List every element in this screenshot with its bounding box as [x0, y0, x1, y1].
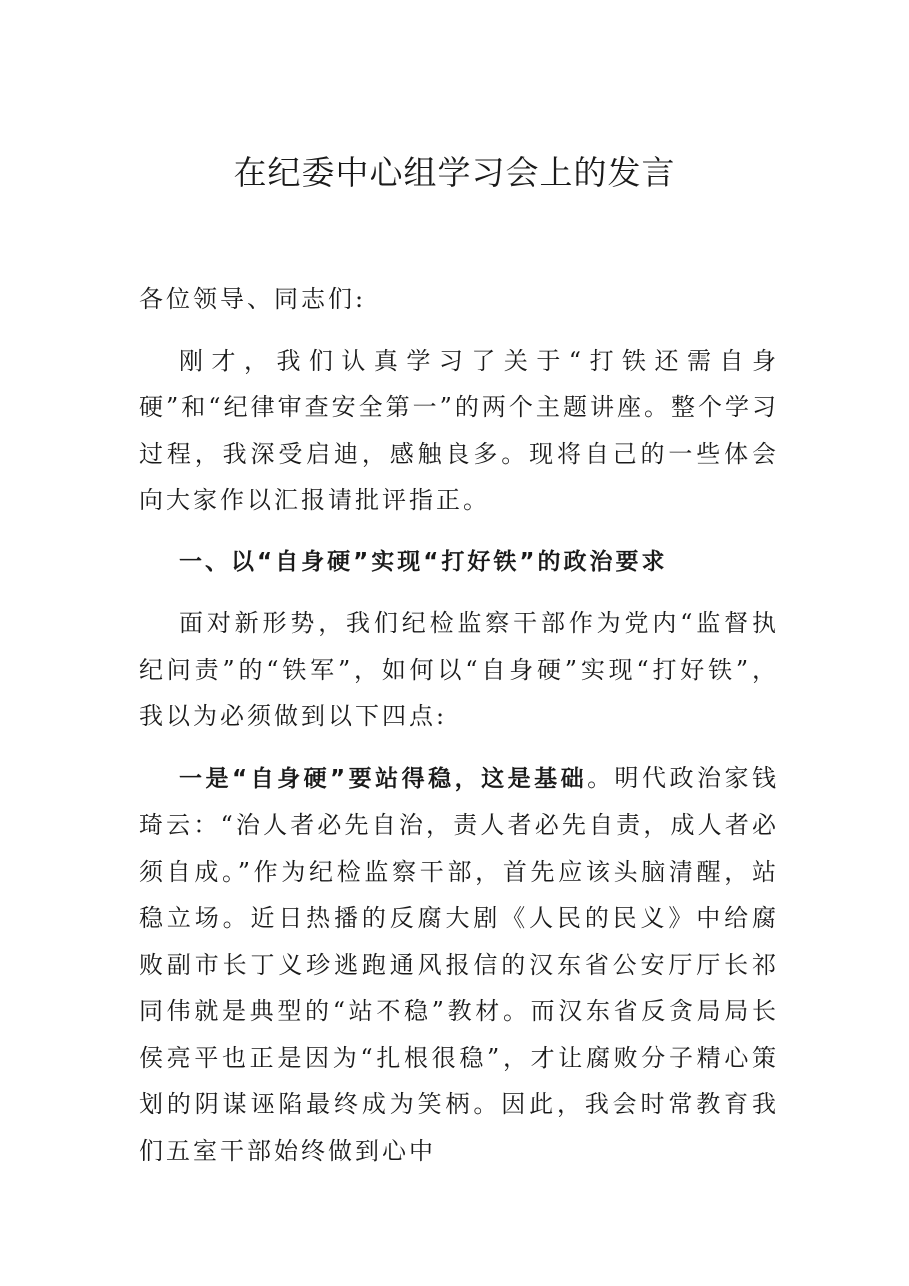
salutation: 各位领导、同志们:	[139, 285, 367, 313]
paragraph-point-one	[139, 755, 779, 1175]
section-heading-1: 一、以“自身硬”实现“打好铁”的政治要求	[179, 548, 668, 575]
point-one-text: 。明代政治家钱琦云：“治人者必先自治，责人者必先自责，成人者必须自成。”作为纪检监察干部，首先应该头脑清醒，站稳立场。近日热播的反腐大剧《人民的民义》中给腐败副市长丁义珍逃跑通风报信的汉东省公安厅厅长祁同伟就是典型的“站不稳”教材。而汉东省反贪局局长侯亮平也正是因为“扎根很稳”，才让腐败分子精心策划的阴谋诬陷最终成为笑柄。因此，我会时常教育我们五室干部始终做到心中	[139, 763, 779, 1165]
point-one-lead: 一是“自身硬”要站得稳，这是基础	[179, 765, 588, 792]
document-title: 在纪委中心组学习会上的发言	[233, 153, 676, 192]
paragraph-intro: 刚才，我们认真学习了关于“打铁还需自身硬”和“纪律审查安全第一”的两个主题讲座。整个学习过程，我深受启迪，感触良多。现将自己的一些体会向大家作以汇报请批评指正。	[139, 346, 779, 514]
document-body	[139, 276, 779, 1189]
paragraph-requirements: 面对新形势，我们纪检监察干部作为党内“监督执纪问责”的“铁军”，如何以“自身硬”实现“打好铁”，我以为必须做到以下四点:	[139, 609, 779, 730]
